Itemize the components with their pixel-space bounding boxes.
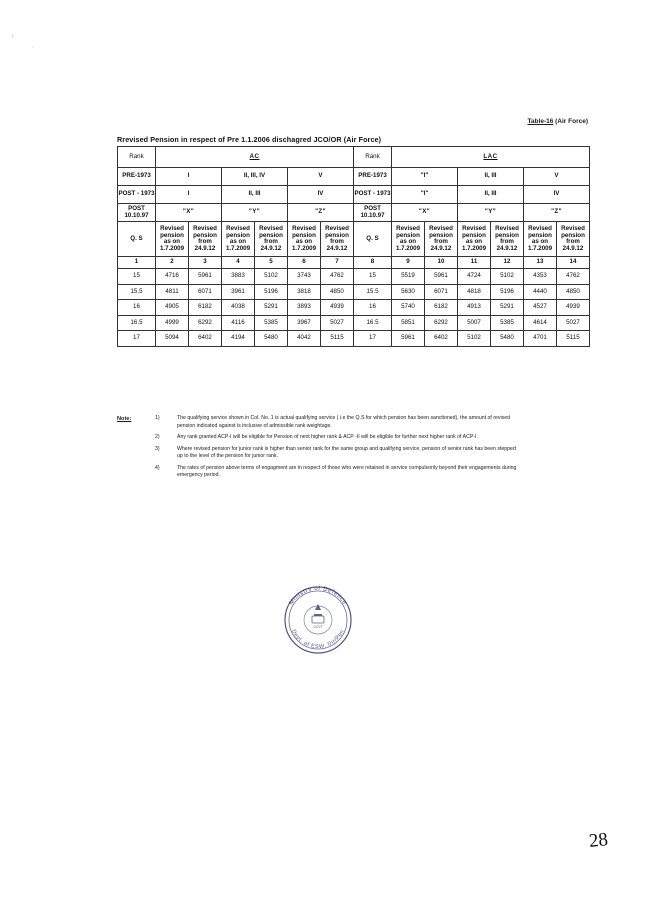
pension-value: 5851 [392, 315, 425, 331]
rank-cell: "X" [392, 204, 458, 222]
rank-cell: "I" [392, 168, 458, 186]
rank-cell: IV [524, 186, 590, 204]
note-text: The rates of pension above terms of engagment are in respect of those who were retained in service compulsorily beyond their engagements during emergency period. [177, 464, 517, 479]
rank-cell: "Z" [524, 204, 590, 222]
pension-table [117, 146, 590, 347]
pension-value: 6292 [189, 315, 222, 331]
rank-cell: II, III [222, 186, 288, 204]
pension-value: 3893 [288, 300, 321, 316]
rank-era-label-lac: POST - 1973 [354, 186, 392, 204]
table-tag-suffix: (Air Force) [553, 118, 588, 125]
pension-value: 3743 [288, 269, 321, 285]
note-number: 1) [155, 415, 160, 421]
qs-value: 15 [354, 269, 392, 285]
pension-subheader: Revised pension as on 1.7.2009 [524, 222, 557, 257]
rank-cell: "Z" [288, 204, 354, 222]
pension-subheader: Revised pension as on 1.7.2009 [288, 222, 321, 257]
pension-value: 3961 [222, 284, 255, 300]
qs-value: 16.5 [118, 315, 156, 331]
pension-value: 4194 [222, 331, 255, 347]
rank-cell: "X" [156, 204, 222, 222]
rank-cell: II, III [458, 186, 524, 204]
qs-value: 15 [118, 269, 156, 285]
rank-era-label-ac: PRE-1973 [118, 168, 156, 186]
note-item [117, 465, 517, 480]
pension-value: 4762 [557, 269, 590, 285]
pension-value: 4038 [222, 300, 255, 316]
pension-subheader: Revised pension as on 1.7.2009 [392, 222, 425, 257]
pension-value: 4116 [222, 315, 255, 331]
pension-subheader: Revised pension from 24.9.12 [491, 222, 524, 257]
pension-subheader: Revised pension from 24.9.12 [255, 222, 288, 257]
column-number: 10 [425, 257, 458, 269]
table-tag [527, 118, 588, 125]
pension-value: 6182 [425, 300, 458, 316]
pension-value: 5102 [491, 269, 524, 285]
pension-value: 4850 [321, 284, 354, 300]
rank-era-label-ac: POST 10.10.97 [118, 204, 156, 222]
table-tag-number: Table-16 [527, 118, 554, 125]
table-row [118, 269, 590, 285]
note-item [117, 415, 517, 430]
pension-value: 5094 [156, 331, 189, 347]
note-text: The qualifying service shown in Col. No. 1 is actual qualifying service ( i.e the Q.S for which pension has been sanctioned), the amount of revised pension indicated against is inclusive of admissible rank weightage. [177, 415, 511, 429]
pension-value: 5115 [557, 331, 590, 347]
pension-value: 5027 [321, 315, 354, 331]
qs-header-ac: Q. S [118, 222, 156, 257]
notes-label: Note: [117, 416, 132, 422]
page-title: Rrevised Pension in respect of Pre 1.1.2006 dischagred JCO/OR (Air Force) [117, 135, 382, 144]
pension-value: 4614 [524, 315, 557, 331]
pension-value: 4905 [156, 300, 189, 316]
table-row [118, 204, 590, 222]
table-row [118, 331, 590, 347]
scan-artifact-2: ' [32, 47, 34, 53]
note-text: Any rank granted ACP-I will be eligible for Pension of next higher rank & ACP -II will be eligible for further next higher rank of ACP-I. [177, 434, 478, 441]
pension-value: 6402 [189, 331, 222, 347]
qs-value: 15.5 [118, 284, 156, 300]
pension-value: 6402 [425, 331, 458, 347]
column-number: 4 [222, 257, 255, 269]
rank-header-ac: Rank [118, 147, 156, 168]
rank-cell: IV [288, 186, 354, 204]
table-row-colnumbers [118, 257, 590, 269]
qs-value: 16.5 [354, 315, 392, 331]
official-seal-stamp [276, 578, 360, 662]
pension-value: 3883 [222, 269, 255, 285]
table-row [118, 315, 590, 331]
svg-text:GOVT: GOVT [313, 625, 323, 629]
rank-era-label-lac: PRE-1973 [354, 168, 392, 186]
rank-cell: "I" [392, 186, 458, 204]
column-number: 8 [354, 257, 392, 269]
pension-value: 5291 [255, 300, 288, 316]
qs-value: 17 [118, 331, 156, 347]
column-number: 6 [288, 257, 321, 269]
qs-value: 17 [354, 331, 392, 347]
pension-value: 5115 [321, 331, 354, 347]
pension-value: 5385 [491, 315, 524, 331]
table-row [118, 168, 590, 186]
rank-era-label-lac: POST 10.10.97 [354, 204, 392, 222]
qs-value: 16 [118, 300, 156, 316]
seal-icon [276, 578, 360, 662]
page-number: 28 [587, 829, 609, 852]
pension-value: 4811 [156, 284, 189, 300]
pension-value: 4716 [156, 269, 189, 285]
qs-header-lac: Q. S [354, 222, 392, 257]
note-item [117, 446, 517, 461]
pension-value: 4440 [524, 284, 557, 300]
pension-value: 5961 [189, 269, 222, 285]
pension-subheader: Revised pension from 24.9.12 [189, 222, 222, 257]
note-item [117, 434, 517, 442]
pension-value: 5007 [458, 315, 491, 331]
pension-subheader: Revised pension from 24.9.12 [321, 222, 354, 257]
pension-value: 5961 [425, 269, 458, 285]
rank-cell: I [156, 168, 222, 186]
column-number: 2 [156, 257, 189, 269]
rank-era-label-ac: POST - 1973 [118, 186, 156, 204]
pension-subheader: Revised pension as on 1.7.2009 [222, 222, 255, 257]
rank-header-lac: Rank [354, 147, 392, 168]
note-number: 4) [155, 464, 160, 471]
svg-text:Dept. of ESW, Dir/Pen: Dept. of ESW, Dir/Pen [290, 628, 346, 651]
rank-cell: "Y" [222, 204, 288, 222]
pension-subheader: Revised pension as on 1.7.2009 [156, 222, 189, 257]
pension-value: 5385 [255, 315, 288, 331]
pension-value: 3818 [288, 284, 321, 300]
svg-text:Ministry of Defence: Ministry of Defence [288, 585, 348, 607]
rank-cell: "Y" [458, 204, 524, 222]
pension-value: 6071 [189, 284, 222, 300]
group-header-ac: AC [156, 147, 354, 168]
pension-value: 5961 [392, 331, 425, 347]
pension-value: 4527 [524, 300, 557, 316]
scan-artifact-1: r [12, 34, 14, 40]
table-row [118, 186, 590, 204]
pension-value: 4850 [557, 284, 590, 300]
pension-value: 5291 [491, 300, 524, 316]
column-number: 3 [189, 257, 222, 269]
table-row-group-header [118, 147, 590, 168]
pension-value: 4042 [288, 331, 321, 347]
table-row [118, 284, 590, 300]
pension-value: 4724 [458, 269, 491, 285]
pension-value: 6071 [425, 284, 458, 300]
pension-value: 5027 [557, 315, 590, 331]
pension-value: 4913 [458, 300, 491, 316]
note-text: Where revised pension for junior rank is higher than senior rank for the same group and qualifying service, pension of senior rank has been stepped up to the level of the pension for junior rank. [177, 445, 516, 460]
pension-value: 5196 [255, 284, 288, 300]
pension-value: 4999 [156, 315, 189, 331]
pension-value: 5480 [255, 331, 288, 347]
column-number: 14 [557, 257, 590, 269]
pension-value: 4353 [524, 269, 557, 285]
pension-value: 4818 [458, 284, 491, 300]
rank-cell: II, III, IV [222, 168, 288, 186]
column-number: 5 [255, 257, 288, 269]
column-number: 9 [392, 257, 425, 269]
table-row-subheader [118, 222, 590, 257]
group-header-lac: LAC [392, 147, 590, 168]
pension-value: 5196 [491, 284, 524, 300]
column-number: 7 [321, 257, 354, 269]
pension-subheader: Revised pension as on 1.7.2009 [458, 222, 491, 257]
note-number: 3) [155, 445, 160, 452]
pension-value: 6292 [425, 315, 458, 331]
note-number: 2) [155, 434, 160, 441]
pension-value: 4939 [557, 300, 590, 316]
pension-value: 4939 [321, 300, 354, 316]
pension-value: 4762 [321, 269, 354, 285]
rank-cell: I [156, 186, 222, 204]
qs-value: 15.5 [354, 284, 392, 300]
notes-section [117, 415, 517, 484]
rank-cell: V [524, 168, 590, 186]
pension-value: 5740 [392, 300, 425, 316]
pension-value: 5630 [392, 284, 425, 300]
pension-subheader: Revised pension from 24.9.12 [557, 222, 590, 257]
pension-value: 5480 [491, 331, 524, 347]
rank-cell: V [288, 168, 354, 186]
column-number: 1 [118, 257, 156, 269]
pension-value: 4701 [524, 331, 557, 347]
pension-value: 6182 [189, 300, 222, 316]
pension-subheader: Revised pension from 24.9.12 [425, 222, 458, 257]
pension-value: 5102 [458, 331, 491, 347]
column-number: 11 [458, 257, 491, 269]
rank-cell: II, III [458, 168, 524, 186]
column-number: 12 [491, 257, 524, 269]
qs-value: 16 [354, 300, 392, 316]
pension-value: 5519 [392, 269, 425, 285]
pension-value: 3967 [288, 315, 321, 331]
column-number: 13 [524, 257, 557, 269]
pension-value: 5102 [255, 269, 288, 285]
table-row [118, 300, 590, 316]
